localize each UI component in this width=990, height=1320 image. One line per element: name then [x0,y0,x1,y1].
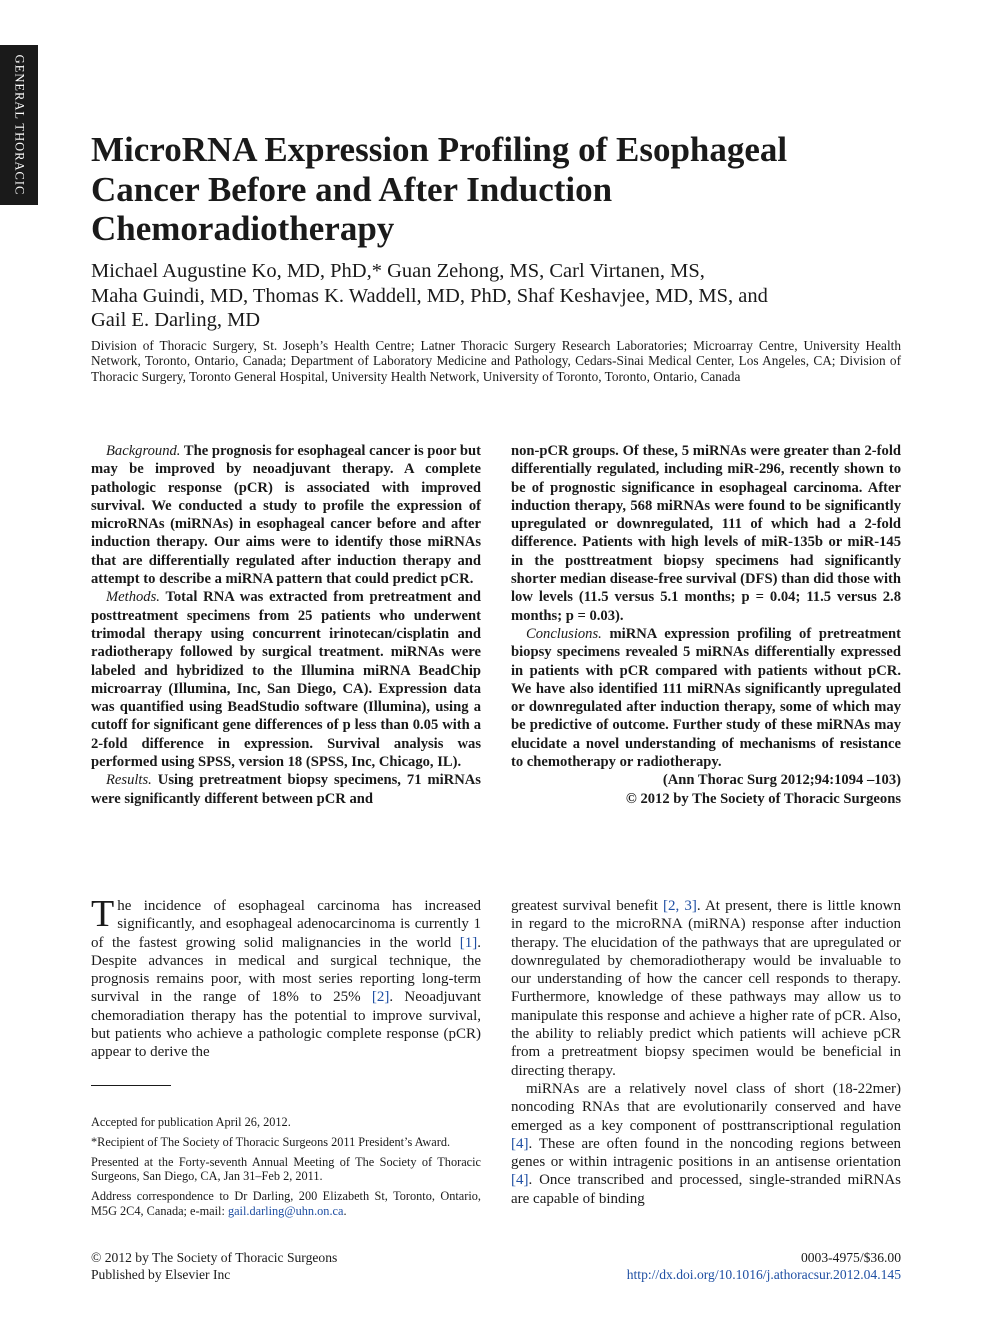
body-text: he incidence of esophageal carcinoma has increased significantly, and esophageal adenocarcinoma is currently 1 of the fastest growing solid malignancies in the world [91,898,481,951]
reference-link[interactable]: [1] [459,934,478,951]
conclusions-text: miRNA expression profiling of pretreatment biopsy specimens revealed 5 miRNAs differentially expressed in patients with pCR compared with patients without pCR. We have also identified 111 miRNAs significantly upregulated or downregulated after induction therapy, some of which may be predictive of outcome. Further study of these miRNAs may elucidate a novel understanding of mechanisms of resistance to chemotherapy or radiotherapy. [511,625,901,771]
section-tab [0,45,38,205]
abstract-methods [91,588,481,771]
footer-issn: 0003-4975/$36.00 [800,1250,901,1265]
section-tab-label: GENERAL THORACIC [12,54,27,196]
correspondence-note [91,1189,481,1219]
body-text: . At present, there is little known in regard to the microRNA (miRNA) response after induction therapy. The elucidation of the pathways that are upregulated or downregulated by chemoradiotherapy would be invaluable to our understanding of how the cancer cell responds to therapy. Furthermore, knowledge of these pathways may allow us to manipulate this response and achieve a higher rate of pCR. Also, the ability to reliably predict which patients will achieve pCR from a pretreatment biopsy specimen would be beneficial in directing therapy. [511,898,901,1079]
footnote-divider [91,1085,171,1086]
article-title: MicroRNA Expression Profiling of Esophageal Cancer Before and After Induction Chemoradiotherapy [91,130,788,248]
results-text-part2: non-pCR groups. Of these, 5 miRNAs were greater than 2-fold differentially regulated, including miR-296, recently shown to be of prognostic significance in esophageal carcinoma. After induction therapy, 568 miRNAs were found to be significantly upregulated or downregulated, 111 of which had a 2-fold difference. Patients with high levels of miR-135b or miR-145 in the posttreatment biopsy specimens had significantly shorter median disease-free survival (DFS) than did those with low levels (11.5 versus 5.1 months; p = 0.04; 11.5 versus 2.8 months; p = 0.03). [511,443,901,624]
abstract-left-column [91,442,481,808]
abstract-background [91,442,481,588]
correspondence-text: Address correspondence to Dr Darling, 200 Elizabeth St, Toronto, Ontario, M5G 2C4, Canada; e-mail: [91,1189,481,1218]
abstract-results-continued [511,442,901,625]
body-text: miRNAs are a relatively novel class of short (18-22mer) noncoding RNAs that are evolutionarily conserved and have emerged as a key component of posttranscriptional regulation [511,1080,901,1134]
author-line: Gail E. Darling, MD [91,309,261,331]
drop-cap: T [91,893,115,935]
conclusions-label: Conclusions. [526,625,602,642]
body-text: greatest survival benefit [511,898,664,914]
journal-citation: (Ann Thorac Surg 2012;94:1094 –103) [662,772,901,789]
body-right-column [511,897,901,1208]
presented-note: Presented at the Forty-seventh Annual Meeting of The Society of Thoracic Surgeons, San Diego, CA, Jan 31–Feb 2, 2011. [91,1154,481,1184]
email-link[interactable]: gail.darling@uhn.on.ca [227,1203,344,1218]
body-text: . Once transcribed and processed, single-stranded miRNAs are capable of binding [511,1172,901,1207]
award-note: *Recipient of The Society of Thoracic Surgeons 2011 President’s Award. [91,1134,451,1149]
reference-link[interactable]: [2, 3] [663,898,697,914]
author-line: Maha Guindi, MD, Thomas K. Waddell, MD, PhD, Shaf Keshavjee, MD, MS, and [91,284,768,307]
reference-link[interactable]: [4] [511,1172,529,1189]
reference-link[interactable]: [2] [371,989,390,1006]
body-text: . Despite advances in medical and surgical technique, the prognosis remains poor, with most series reporting long-term survival in the range of 18% to 25% [91,934,481,1006]
body-left-column [91,893,482,1062]
footer-right [627,1250,901,1283]
abstract-results [91,771,481,808]
body-paragraph [511,1080,901,1208]
results-text-part1: Using pretreatment biopsy specimens, 71 miRNAs were significantly different between pCR and [91,772,481,807]
footer-left [91,1250,337,1283]
body-text: . These are often found in the noncoding regions between genes or within intragenic positions in an antisense orientation [511,1135,901,1171]
body-paragraph [511,897,901,1080]
abstract-copyright: © 2012 by The Society of Thoracic Surgeons [625,790,901,807]
abstract-right-column [511,442,901,808]
doi-link[interactable]: http://dx.doi.org/10.1016/j.athoracsur.2012.04.145 [626,1266,901,1282]
accepted-note: Accepted for publication April 26, 2012. [91,1115,291,1129]
footnotes [91,1115,481,1224]
footer-publisher: Published by Elsevier Inc [91,1266,231,1282]
author-line: Michael Augustine Ko, MD, PhD,* Guan Zehong, MS, Carl Virtanen, MS, [91,260,705,282]
body-paragraph [91,893,482,1062]
reference-link[interactable]: [4] [511,1135,529,1152]
body-text: . Neoadjuvant chemoradiation therapy has the potential to improve survival, but patients who achieve a pathologic complete response (pCR) appear to derive the [91,989,482,1061]
background-label: Background. [106,443,181,459]
methods-text: Total RNA was extracted from pretreatment and posttreatment specimens from 25 patients who underwent trimodal therapy using concurrent irinotecan/cisplatin and radiotherapy followed by surgical treatment. miRNAs were labeled and hybridized to the Illumina miRNA BeadChip microarray (Illumina, Inc, San Diego, CA). Expression data was quantified using BeadStudio software (Illumina), using a cutoff for significant gene differences of p less than 0.05 with a 2-fold difference in expression. Survival analysis was performed using SPSS, version 18 (SPSS, Inc, Chicago, IL). [91,589,481,771]
results-label: Results. [106,772,152,789]
methods-label: Methods. [106,589,160,606]
affiliations: Division of Thoracic Surgery, St. Joseph’s Health Centre; Latner Thoracic Surgery Research Laboratories; Microarray Centre, University Health Network, Toronto, Ontario, Canada; Department of Laboratory Medicine and Pathology, Cedars-Sinai Medical Center, Los Angeles, CA; Division of Thoracic Surgery, Toronto General Hospital, University Health Network, University of Toronto, Toronto, Ontario, Canada [91,338,901,384]
author-list [91,259,891,333]
abstract-conclusions [511,625,901,771]
correspondence-end: . [343,1203,347,1218]
background-text: The prognosis for esophageal cancer is poor but may be improved by neoadjuvant therapy. A complete pathologic response (pCR) is associated with improved survival. We conducted a study to profile the expression of microRNAs (miRNAs) in esophageal cancer before and after induction therapy. Our aims were to identify those miRNAs that are differentially regulated after induction therapy and attempt to describe a miRNA pattern that could predict pCR. [91,443,481,588]
footer-copyright: © 2012 by The Society of Thoracic Surgeons [91,1250,338,1265]
